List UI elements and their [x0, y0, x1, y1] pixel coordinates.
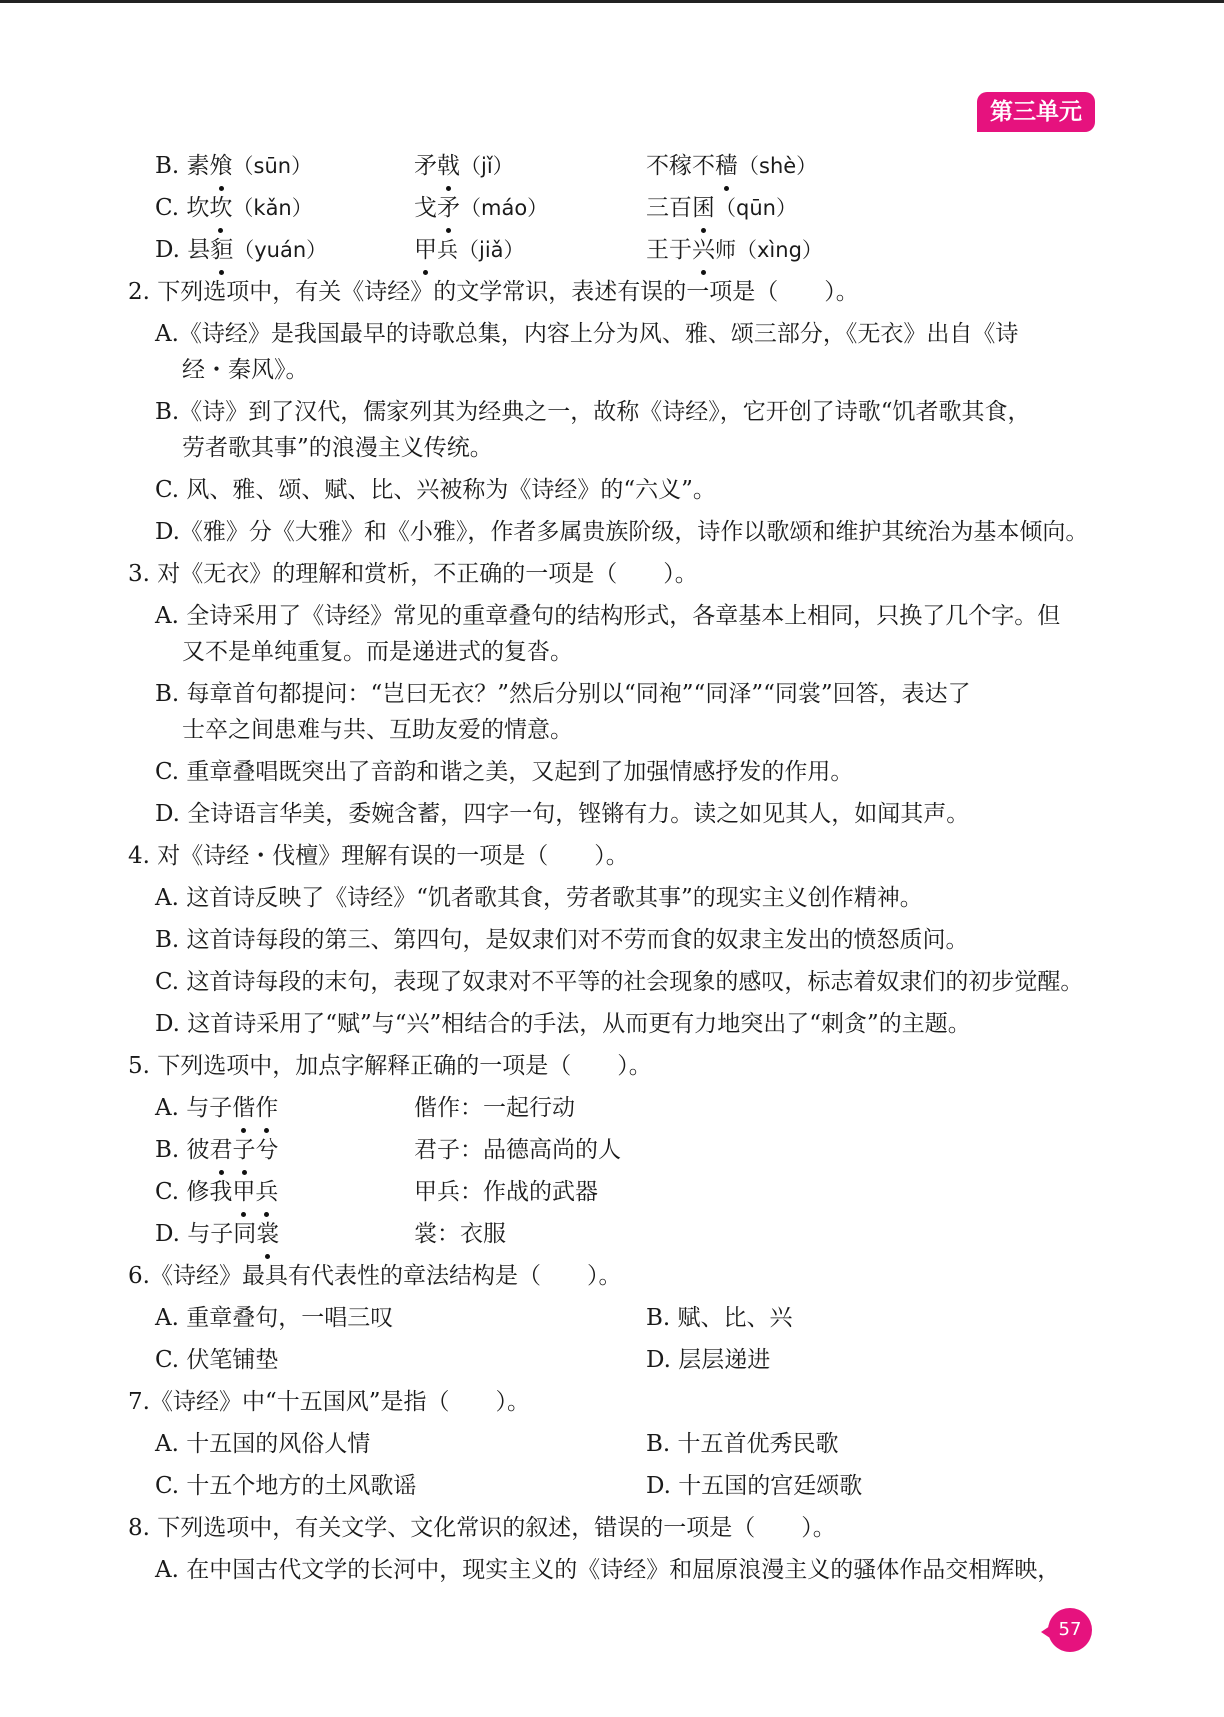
emphasis-dot-char: 子 [233, 1129, 256, 1171]
q7-stem: 7.《诗经》中“十五国风”是指（ ）。 [128, 1389, 530, 1415]
q3-option-a: A. 全诗采用了《诗经》常见的重章叠句的结构形式，各章基本上相同，只换了几个字。但 又不是单纯重复。而是递进式的复沓。 [155, 603, 1061, 665]
q3-stem: 3. 对《无衣》的理解和赏析，不正确的一项是（ ）。 [128, 561, 698, 587]
q6-options-cd [128, 1339, 1108, 1381]
emphasis-dot-char: 囷 [692, 187, 715, 229]
q4-stem: 4. 对《诗经・伐檀》理解有误的一项是（ ）。 [128, 843, 629, 869]
emphasis-dot-char: 偕 [232, 1087, 255, 1129]
q1-option-c: C. 坎坎（kǎn） 戈矛（máo） 三百囷（qūn） [128, 187, 1108, 229]
q2-stem: 2. 下列选项中，有关《诗经》的文学常识，表述有误的一项是（ ）。 [128, 279, 859, 305]
q3-option-b: B. 每章首句都提问：“岂曰无衣？”然后分别以“同袍”“同泽”“同裳”回答，表达了 士卒之间患难与共、互助友爱的情意。 [155, 681, 971, 743]
q5-option-a: A. 与子偕作 偕作：一起行动 [128, 1087, 1108, 1129]
q5-explain-c: 甲兵：作战的武器 [414, 1179, 598, 1205]
q6-option-b: B. 赋、比、兴 [646, 1305, 793, 1331]
emphasis-dot-char: 作 [255, 1087, 278, 1129]
top-rule [0, 0, 1224, 3]
q5-option-c: C. 修我甲兵 甲兵：作战的武器 [128, 1171, 1108, 1213]
q6-option-a: A. 重章叠句，一唱三叹 [155, 1305, 394, 1331]
q5-explain-a: 偕作：一起行动 [414, 1095, 575, 1121]
q2-option-a: A.《诗经》是我国最早的诗歌总集，内容上分为风、雅、颂三部分，《无衣》出自《诗 经・秦风》。 [155, 321, 1019, 383]
q7-options-ab [128, 1423, 1108, 1465]
q2-option-d: D.《雅》分《大雅》和《小雅》，作者多属贵族阶级，诗作以歌颂和维护其统治为基本倾向。 [155, 519, 1089, 545]
emphasis-dot-char: 矛 [437, 187, 460, 229]
q4-option-c: C. 这首诗每段的末句，表现了奴隶对不平等的社会现象的感叹，标志着奴隶们的初步觉醒。 [155, 969, 1084, 995]
emphasis-dot-char: 甲 [232, 1171, 255, 1213]
q4-option-d: D. 这首诗采用了“赋”与“兴”相结合的手法，从而更有力地突出了“刺贪”的主题。 [155, 1011, 971, 1037]
q2-option-b: B.《诗》到了汉代，儒家列其为经典之一，故称《诗经》，它开创了诗歌“饥者歌其食， 劳者歌其事”的浪漫主义传统。 [155, 399, 1031, 461]
q5-stem: 5. 下列选项中，加点字解释正确的一项是（ ）。 [128, 1053, 652, 1079]
emphasis-dot-char: 甲 [414, 229, 437, 271]
q7-option-d: D. 十五国的宫廷颂歌 [646, 1473, 863, 1499]
unit-badge: 第三单元 [977, 92, 1095, 132]
emphasis-dot-char: 飧 [210, 145, 233, 187]
q1-option-b: B. 素飧（sūn） 矛戟（jǐ） 不稼不穑（shè） [128, 145, 1108, 187]
q3-option-c: C. 重章叠唱既突出了音韵和谐之美，又起到了加强情感抒发的作用。 [155, 759, 854, 785]
emphasis-dot-char: 裳 [256, 1213, 279, 1255]
emphasis-dot-char: 兴 [692, 229, 715, 271]
q7-option-a: A. 十五国的风俗人情 [155, 1431, 371, 1457]
q8-option-a: A. 在中国古代文学的长河中，现实主义的《诗经》和屈原浪漫主义的骚体作品交相辉映， [155, 1557, 1061, 1583]
q4-option-b: B. 这首诗每段的第三、第四句，是奴隶们对不劳而食的奴隶主发出的愤怒质问。 [155, 927, 969, 953]
page-number: 57 [1048, 1608, 1092, 1652]
q1-option-d: D. 县貆（yuán） 甲兵（jiǎ） 王于兴师（xìng） [128, 229, 1108, 271]
emphasis-dot-char: 戟 [437, 145, 460, 187]
q8-stem: 8. 下列选项中，有关文学、文化常识的叙述，错误的一项是（ ）。 [128, 1515, 836, 1541]
q5-explain-b: 君子：品德高尚的人 [414, 1137, 621, 1163]
q6-option-d: D. 层层递进 [646, 1347, 771, 1373]
q6-options-ab [128, 1297, 1108, 1339]
q5-option-d: D. 与子同裳 裳：衣服 [128, 1213, 1108, 1255]
q5-option-b: B. 彼君子兮 君子：品德高尚的人 [128, 1129, 1108, 1171]
q7-options-cd [128, 1465, 1108, 1507]
q6-stem: 6.《诗经》最具有代表性的章法结构是（ ）。 [128, 1263, 622, 1289]
q3-option-d: D. 全诗语言华美，委婉含蓄，四字一句，铿锵有力。读之如见其人，如闻其声。 [155, 801, 970, 827]
emphasis-dot-char: 貆 [210, 229, 233, 271]
worksheet-content [128, 145, 1108, 1591]
q7-option-b: B. 十五首优秀民歌 [646, 1431, 839, 1457]
emphasis-dot-char: 穑 [715, 145, 738, 187]
q5-explain-d: 裳：衣服 [414, 1221, 506, 1247]
emphasis-dot-char: 兵 [255, 1171, 278, 1213]
emphasis-dot-char: 君 [210, 1129, 233, 1171]
q4-option-a: A. 这首诗反映了《诗经》“饥者歌其食，劳者歌其事”的现实主义创作精神。 [155, 885, 923, 911]
emphasis-dot-char: 坎 [209, 187, 232, 229]
q2-option-c: C. 风、雅、颂、赋、比、兴被称为《诗经》的“六义”。 [155, 477, 716, 503]
q6-option-c: C. 伏笔铺垫 [155, 1347, 279, 1373]
q7-option-c: C. 十五个地方的土风歌谣 [155, 1473, 417, 1499]
